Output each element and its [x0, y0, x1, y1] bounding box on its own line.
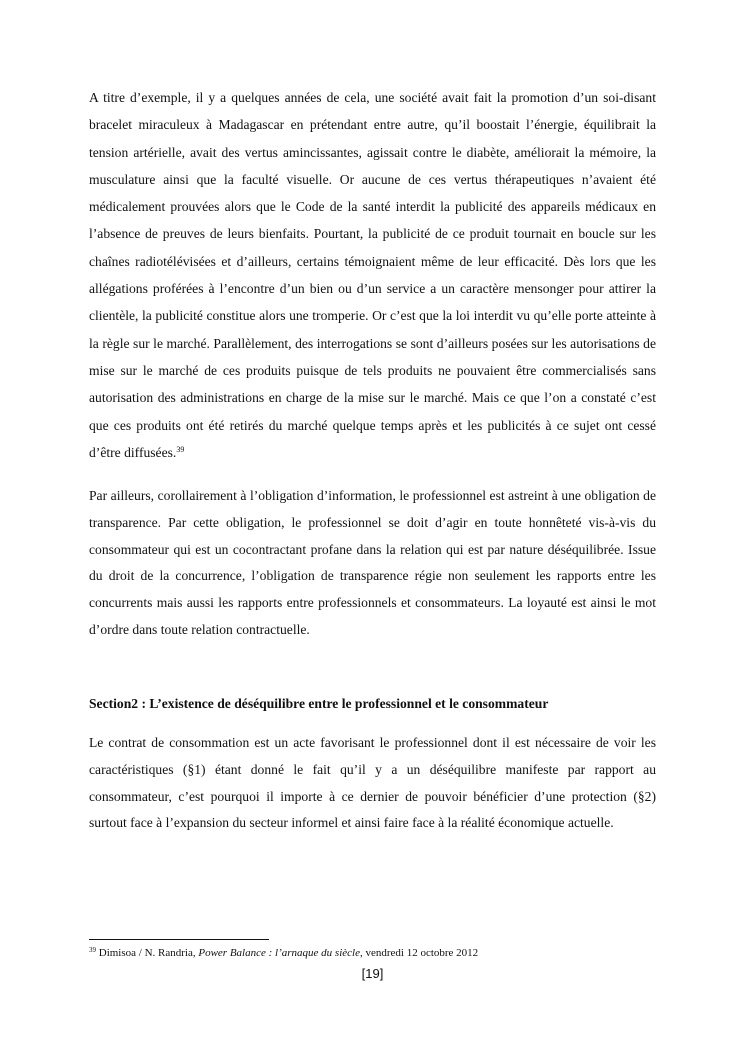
footnote-reference[interactable]: 39	[176, 444, 185, 454]
body-paragraph-3: Le contrat de consommation est un acte favorisant le professionnel dont il est nécessaire de voir les caractéristiques (§1) étant donné le fait qu’il y a un déséquilibre manifeste par rapport au consommateur, c’est pourquoi il importe à ce dernier de pouvoir bénéficier d’une protection (§2) surtout face à l’expansion du secteur informel et ainsi faire face à la réalité économique actuelle.	[89, 735, 656, 831]
footnote-title: Power Balance : l’arnaque du siècle	[198, 947, 360, 959]
paragraph-1-text: A titre d’exemple, il y a quelques années de cela, une société avait fait la promotion d’un soi-disant bracelet miraculeux à Madagascar en prétendant entre autre, qu’il boostait l’énergie, équilibrait la tension artérielle, avait des vertus amincissantes, agissait contre le diabète, améliorait la mémoire, la musculature ainsi que la faculté visuelle. Or aucune de ces vertus thérapeutiques n’avaient été médicalement prouvées alors que le Code de la santé interdit la publicité des appareils médicaux en l’absence de preuves de leurs bienfaits. Pourtant, la publicité de ce produit tournait en boucle sur les chaînes radiotélévisées et d’ailleurs, certains témoignaient même de leur efficacité. Dès lors que les allégations proférées à l’encontre d’un bien ou d’un service a un caractère mensonger pour attirer la clientèle, la publicité constitue alors une tromperie. Or c’est que la loi interdit vu qu’elle porte atteinte à la règle sur le marché. Parallèlement, des interrogations se sont d’ailleurs posées sur les autorisations de mise sur le marché de ces produits puisque de tels produits ne pouvaient être commercialisés sans autorisation des administrations en charge de la mise sur le marché. Mais ce que l’on a constaté c’est que ces produits ont été retirés du marché quelque temps après et les publicités à ce sujet ont cessé d’être diffusées.	[89, 90, 656, 460]
footnote	[89, 946, 689, 960]
body-paragraph-2: Par ailleurs, corollairement à l’obligation d’information, le professionnel est astreint à une obligation de transparence. Par cette obligation, le professionnel se doit d’agir en toute honnêteté vis-à-vis du consommateur qui est un cocontractant profane dans la relation qui est par nature déséquilibrée. Issue du droit de la concurrence, l’obligation de transparence régie non seulement les rapports entre les concurrents mais aussi les rapports entre professionnels et consommateurs. La loyauté est ainsi le mot d’ordre dans toute relation contractuelle.	[89, 488, 656, 637]
page-number: [19]	[361, 966, 384, 981]
footnote-number: 39	[89, 946, 96, 954]
body-paragraph-1	[89, 84, 656, 466]
section-heading: Section2 : L’existence de déséquilibre entre le professionnel et le consommateur	[89, 696, 549, 711]
footnote-separator	[89, 939, 269, 940]
footnote-date: , vendredi 12 octobre 2012	[359, 947, 479, 959]
footnote-authors: Dimisoa / N. Randria,	[98, 947, 199, 959]
